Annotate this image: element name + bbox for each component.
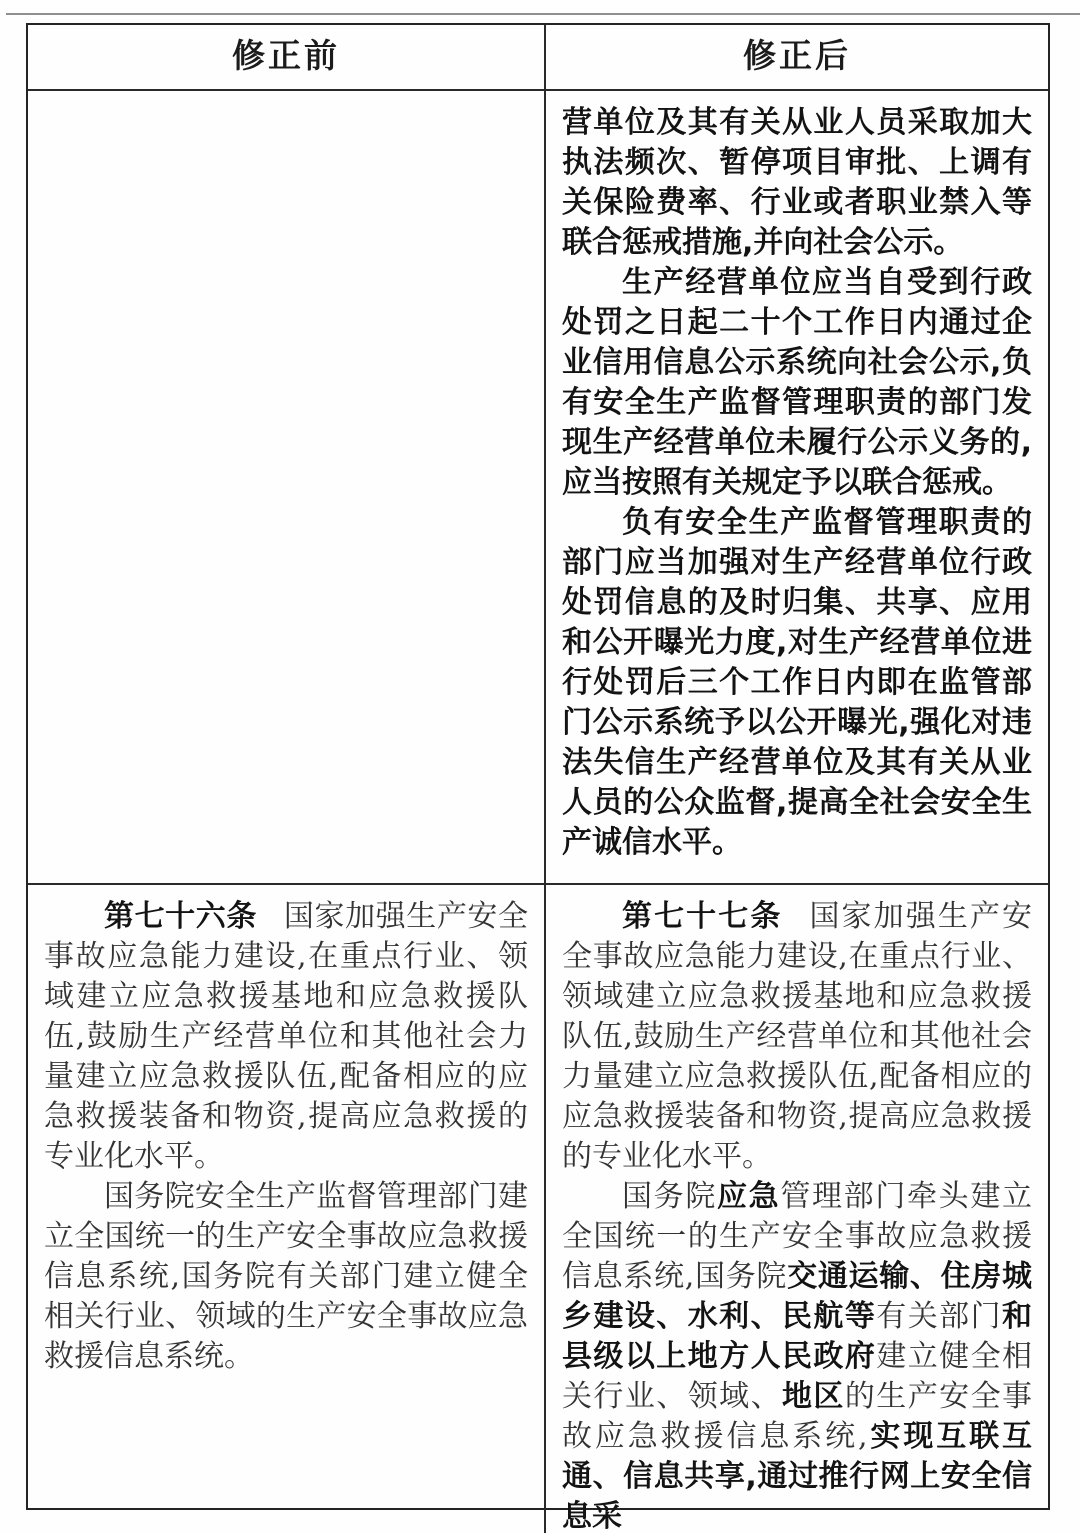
paragraph <box>562 263 1032 503</box>
table-row <box>28 91 1048 885</box>
text-segment: 生产经营单位应当自受到行政处罚之日起二十个工作日内通过企业信用信息公示系统向社会公示,负有安全生产监督管理职责的部门发现生产经营单位未履行公示义务的,应当按照有关规定予以联合惩戒。 <box>562 265 1032 500</box>
text-segment: 和县级以上地方人民政府 <box>562 1299 1033 1374</box>
paragraph <box>562 897 1032 1177</box>
text-segment: 的生产安全事故应急救援信息系统, <box>562 1379 1033 1454</box>
text-segment: 负有安全生产监督管理职责的部门应当加强对生产经营单位行政处罚信息的及时归集、共享、应用和公开曝光力度,对生产经营单位进行处罚后三个工作日内即在监管部门公示系统予以公开曝光,强化对违法失信生产经营单位及其有关从业人员的公众监督,提高全社会安全生产诚信水平。 <box>562 505 1032 860</box>
cell-after-row-2 <box>546 885 1048 1533</box>
cell-before-row-2 <box>28 885 546 1533</box>
paragraph <box>44 1177 528 1377</box>
text-segment: 国务院 <box>622 1179 717 1214</box>
text-segment: 交通运输、住房城乡建设、水利、民航等 <box>562 1259 1033 1334</box>
text-segment: 国家加强生产安全事故应急能力建设,在重点行业、领域建立应急救援基地和应急救援队伍,鼓励生产经营单位和其他社会力量建立应急救援队伍,配备相应的应急救援装备和物资,提高应急救援的专业化水平。 <box>44 899 529 1174</box>
amendment-comparison-table <box>26 23 1050 1533</box>
text-segment: 管理部门牵头建立全国统一的生产安全事故应急救援信息系统,国务院 <box>562 1179 1033 1294</box>
table-row <box>28 885 1048 1533</box>
table-header-row <box>28 25 1048 91</box>
paragraph <box>562 103 1032 263</box>
cell-after-row-1 <box>546 91 1048 883</box>
text-segment: 建立健全相关行业、领域、 <box>562 1339 1033 1414</box>
table-body <box>28 91 1048 1533</box>
text-segment: 地区 <box>782 1379 845 1414</box>
top-rule-line <box>6 13 1080 15</box>
paragraph <box>562 1177 1032 1533</box>
text-segment: 营单位及其有关从业人员采取加大执法频次、暂停项目审批、上调有关保险费率、行业或者职业禁入等联合惩戒措施,并向社会公示。 <box>562 105 1032 260</box>
text-segment: 国务院安全生产监督管理部门建立全国统一的生产安全事故应急救援信息系统,国务院有关部门建立健全相关行业、领域的生产安全事故应急救援信息系统。 <box>44 1179 528 1374</box>
text-segment: 有关部门 <box>876 1299 1003 1334</box>
column-header-after: 修正后 <box>743 36 851 75</box>
text-segment: 国家加强生产安全事故应急能力建设,在重点行业、领域建立应急救援基地和应急救援队伍,鼓励生产经营单位和其他社会力量建立应急救援队伍,配备相应的应急救援装备和物资,提高应急救援的专业化水平。 <box>562 899 1033 1174</box>
article-number: 第七十七条 <box>622 899 783 934</box>
article-number: 第七十六条 <box>104 899 257 934</box>
cell-before-row-1 <box>28 91 546 883</box>
text-segment: 实现互联互通、信息共享,通过推行网上安全信息采 <box>562 1419 1032 1533</box>
paragraph <box>562 503 1032 863</box>
text-segment: 应急 <box>717 1179 781 1214</box>
column-header-before: 修正前 <box>28 25 546 89</box>
paragraph <box>44 897 528 1177</box>
